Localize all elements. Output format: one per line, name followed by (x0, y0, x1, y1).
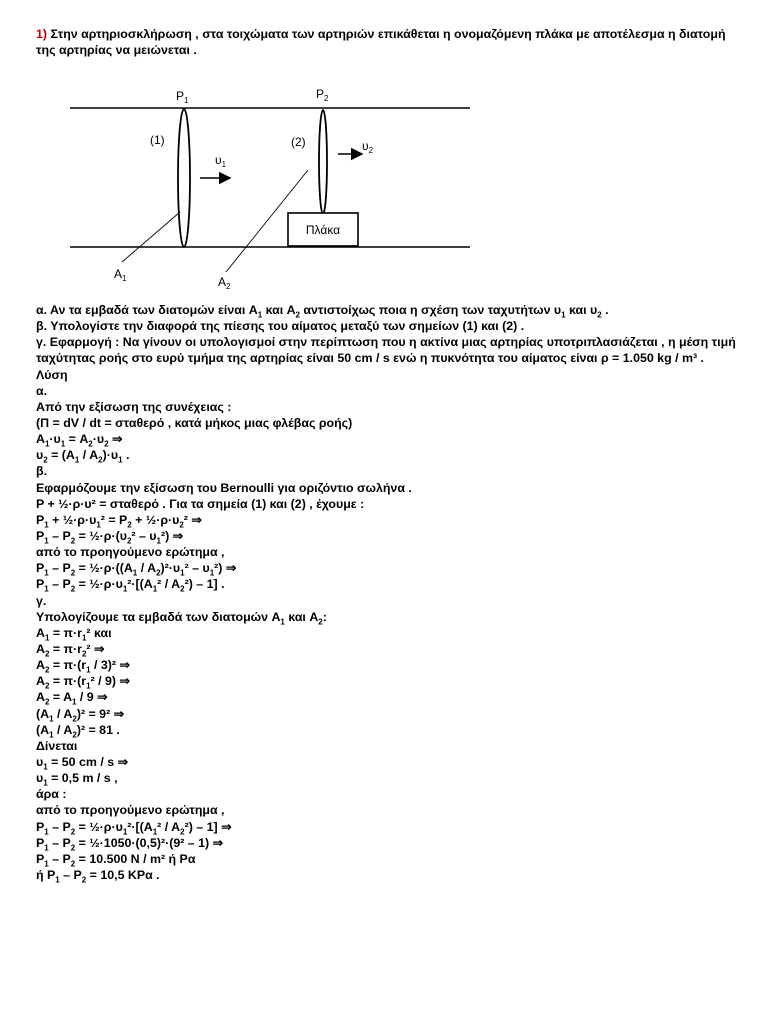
cross-section-1 (178, 109, 190, 247)
text-line: άρα : (36, 787, 67, 802)
text-line: $P_1 - P_2$ = $\frac{1}{2}\cdot\rho\cdot\upsilon_1^2\cdot[(A_1^2 / A_2^2) - 1]$ ⇒ (36, 819, 232, 836)
text-line: $A_2 = \pi\cdot(r_1 / 3)^2$ ⇒ (36, 658, 130, 675)
text-line: ή $P_1 - P_2 = 10,5$ ΚPα . (36, 867, 160, 885)
problem-text: Στην αρτηριοσκλήρωση , στα τοιχώματα των αρτηριών επικάθεται η ονομαζόμενη πλάκα με αποτέλεσμα η διατομή της αρτηρίας να μειώνεται . (36, 27, 726, 57)
label-section-1: (1) (150, 133, 165, 147)
label-a2: $A_2$ (218, 275, 231, 291)
label-p1: $P_1$ (176, 89, 189, 105)
text-line: β. Υπολογίστε την διαφορά της πίεσης του αίματος μεταξύ των σημείων (1) και (2) . (36, 319, 525, 334)
text-line: (Π = dV / dt = σταθερό , κατά μήκος μιας φλέβας ροής) (36, 416, 353, 431)
text-line: $P_1 - P_2 = 10.500$ N / m² ή Pα (36, 851, 196, 869)
text-line: γ. Εφαρμογή : Να γίνουν οι υπολογισμοί στην περίπτωση που η ακτίνα μιας αρτηρίας υποτριπλασιάζεται , η μέση τιμή ταχύτητας ροής στο ευρύ τμήμα της αρτηρίας είναι 50 cm / s ενώ η πυκνότητα του αίματος είναι ρ = 1.050 kg / m³ . (36, 335, 736, 366)
text-line: $P_1$ + $\frac{1}{2}\cdot\rho\cdot\upsilon_1^2 = P_2$ + $\frac{1}{2}\cdot\rho\cdot\upsilon_2^2$ ⇒ (36, 512, 202, 530)
label-v2: $\upsilon_2$ (362, 139, 374, 155)
text-line: $(A_1 / A_2)^2 = 81$ . (36, 722, 120, 740)
text-line: Υπολογίζουμε τα εμβαδά των διατομών $A_1$ και $A_2$: (36, 609, 327, 627)
text-line: Δίνεται (36, 738, 78, 753)
artery-diagram (60, 82, 480, 292)
plaque-label: Πλάκα (305, 223, 341, 237)
text-line: α. Αν τα εμβαδά των διατομών είναι $A_1$ και $A_2$ αντιστοίχως ποια η σχέση των ταχυτήτων $\upsilon_1$ και $\upsilon_2$ . (36, 303, 609, 320)
solution-text (36, 302, 744, 883)
cross-section-2 (319, 110, 327, 214)
problem-statement (36, 26, 736, 58)
text-line: $\upsilon_1 = 0,5$ m / s , (36, 771, 118, 788)
text-line: α. (36, 383, 48, 398)
text-line: $\upsilon_2 = (A_1 / A_2)\cdot\upsilon_1$ . (36, 448, 130, 465)
text-line: $P_1 - P_2$ = $\frac{1}{2}\cdot\rho\cdot(\upsilon_2^2 - \upsilon_1^2)$ ⇒ (36, 529, 184, 546)
label-a1: $A_1$ (114, 267, 127, 283)
text-line: $A_2 = \pi\cdot r_2^2$ ⇒ (36, 641, 105, 659)
text-line: $P_1 - P_2$ = ½·1050·(0,5)²·(9² – 1) ⇒ (36, 835, 223, 853)
text-line: γ. (36, 593, 47, 608)
problem-number: 1) (36, 27, 48, 41)
text-line: Λύση (36, 367, 68, 382)
text-line: $A_2 = A_1 / 9$ ⇒ (36, 690, 108, 707)
text-line: από το προηγούμενο ερώτημα , (36, 545, 225, 560)
text-line: $\upsilon_1 = 50$ cm / s ⇒ (36, 754, 128, 772)
text-line: $P_1 - P_2$ = $\frac{1}{2}\cdot\rho\cdot\upsilon_1^2\cdot[(A_1^2 / A_2^2) - 1]$ . (36, 577, 225, 594)
label-p2: $P_2$ (316, 87, 329, 103)
label-v1: $\upsilon_1$ (215, 153, 227, 169)
text-line: $A_1 = \pi\cdot r_1^2$ και (36, 625, 112, 643)
text-line: $(A_1 / A_2)^2 = 9^2$ ⇒ (36, 706, 125, 724)
text-line: $P_1 - P_2$ = $\frac{1}{2}\cdot\rho\cdot((A_1 / A_2)^2\cdot\upsilon_1^2 - \upsilon_1^2)$ ⇒ (36, 561, 237, 578)
leader-line-a1 (122, 212, 180, 262)
text-line: β. (36, 464, 48, 479)
text-line: Εφαρμόζουμε την εξίσωση του Bernoulli για οριζόντιο σωλήνα . (36, 480, 412, 495)
text-line: P + ½·ρ·υ² = σταθερό . Για τα σημεία (1) και (2) , έχουμε : (36, 496, 365, 511)
text-line: $A_1\cdot\upsilon_1 = A_2\cdot\upsilon_2$ ⇒ (36, 432, 123, 449)
text-line: $A_2 = \pi\cdot(r_1^2 / 9)$ ⇒ (36, 674, 130, 691)
label-section-2: (2) (291, 135, 306, 149)
text-line: από το προηγούμενο ερώτημα , (36, 803, 225, 818)
text-line: Από την εξίσωση της συνέχειας : (36, 399, 232, 414)
